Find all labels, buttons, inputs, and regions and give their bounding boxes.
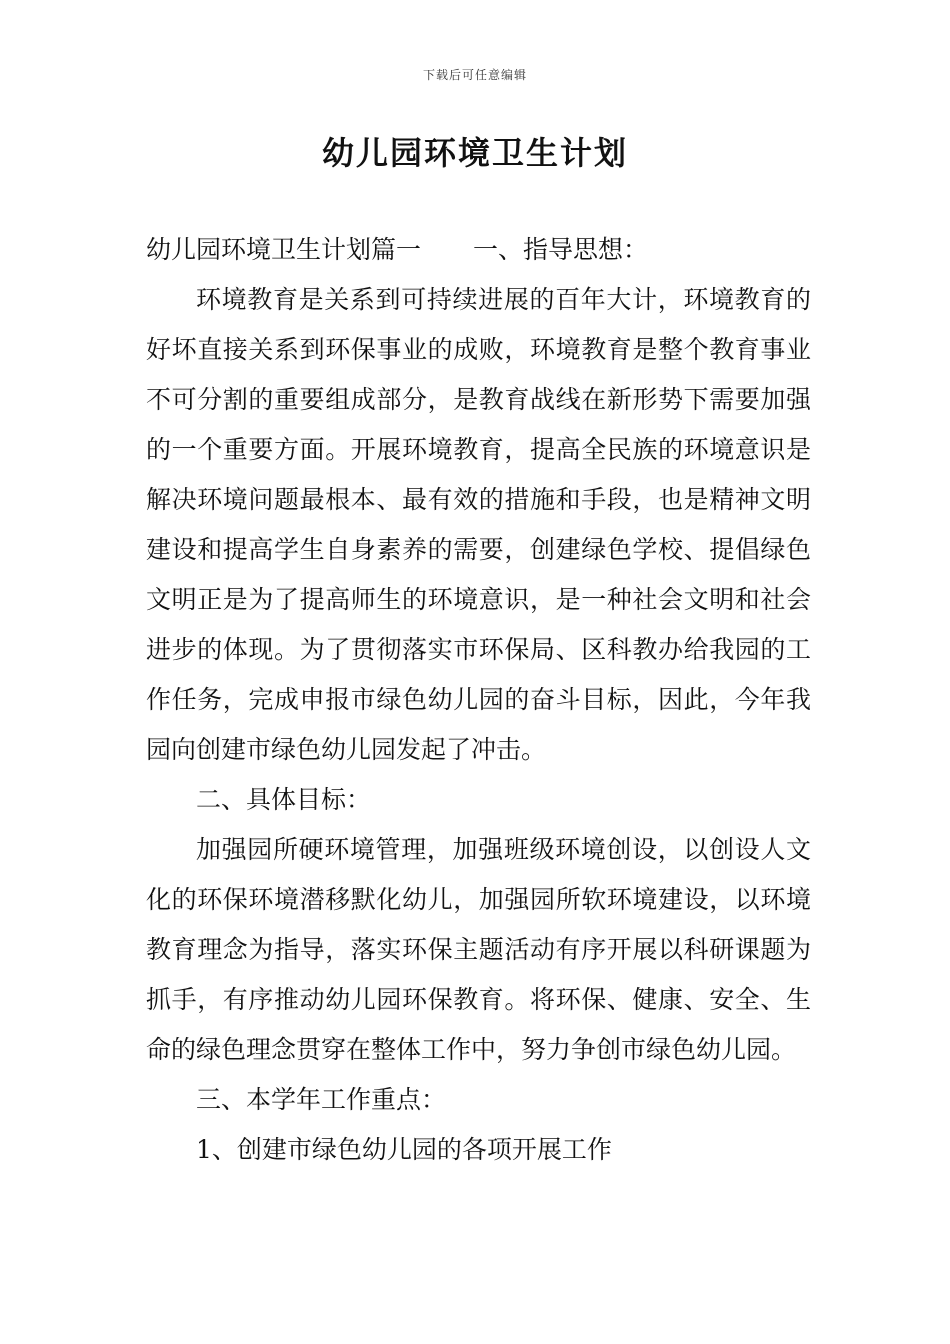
page-header-note: 下载后可任意编辑 <box>422 68 527 82</box>
intro-line <box>146 225 811 275</box>
section3-heading: 三、本学年工作重点： <box>196 1085 447 1114</box>
section1-paragraph: 环境教育是关系到可持续进展的百年大计，环境教育的好坏直接关系到环保事业的成败，环境教育是整个教育事业不可分割的重要组成部分，是教育战线在新形势下需要加强的一个重要方面。开展环境教育，提高全民族的环境意识是解决环境问题最根本、最有效的措施和手段，也是精神文明建设和提高学生自身素养的需要，创建绿色学校、提倡绿色文明正是为了提高师生的环境意识，是一种社会文明和社会进步的体现。为了贯彻落实市环保局、区科教办给我园的工作任务，完成申报市绿色幼儿园的奋斗目标，因此，今年我园向创建市绿色幼儿园发起了冲击。 <box>146 285 811 764</box>
section2-heading: 二、具体目标： <box>196 785 372 814</box>
section1-heading: 一、指导思想： <box>473 235 649 264</box>
document-title: 幼儿园环境卫生计划 <box>321 134 628 172</box>
list-item-1: 1、创建市绿色幼儿园的各项开展工作 <box>196 1135 612 1164</box>
intro-title: 幼儿园环境卫生计划篇一 <box>146 235 422 264</box>
document-body <box>146 225 811 1175</box>
section2-paragraph: 加强园所硬环境管理，加强班级环境创设，以创设人文化的环保环境潜移默化幼儿，加强园所软环境建设，以环境教育理念为指导，落实环保主题活动有序开展以科研课题为抓手，有序推动幼儿园环保教育。将环保、健康、安全、生命的绿色理念贯穿在整体工作中，努力争创市绿色幼儿园。 <box>146 835 811 1064</box>
